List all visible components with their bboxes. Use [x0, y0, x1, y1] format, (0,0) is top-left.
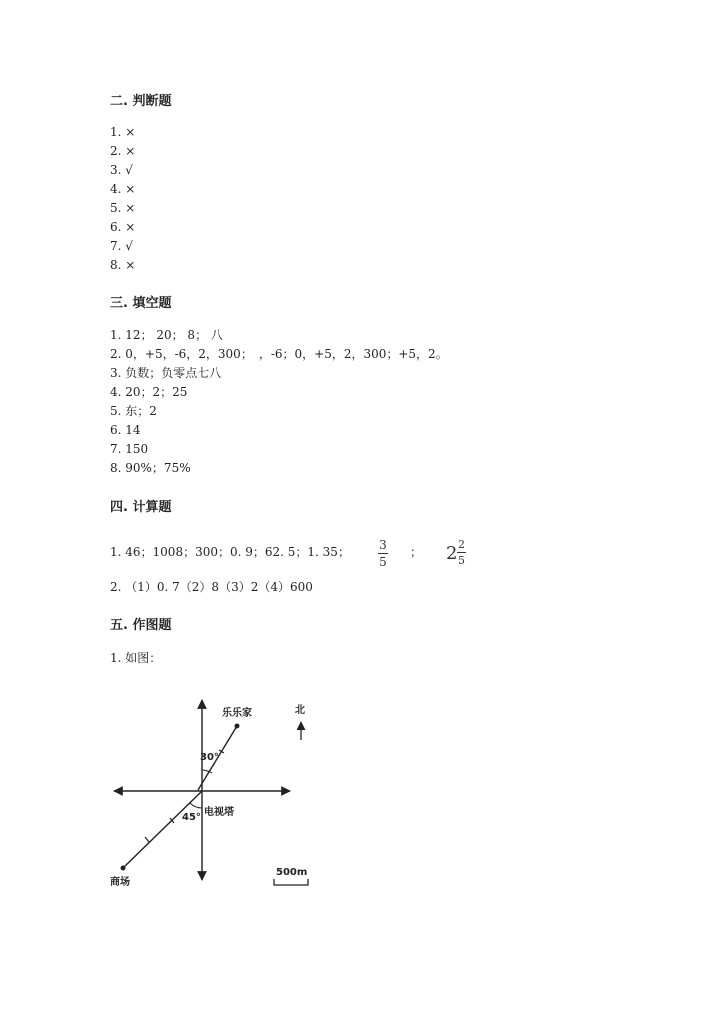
section-title-drawing: 五. 作图题: [110, 618, 172, 633]
answer-line: 4. ×: [110, 182, 136, 196]
answer-line: 3. √: [110, 163, 133, 177]
fraction-numerator: 3: [379, 538, 387, 552]
answer-line: 7. 150: [110, 442, 149, 456]
tick-mark: [145, 837, 149, 842]
answer-line: 2. ×: [110, 144, 136, 158]
angle-arc-45: [190, 803, 202, 808]
answer-line: 1. 如图：: [110, 651, 162, 665]
section-title-judgement: 二. 判断题: [110, 94, 172, 109]
section-title-fill-blank: 三. 填空题: [110, 296, 172, 311]
answer-line: 2. 0，+5，-6，2，300； ，-6；0，+5，2，300；+5，2。: [110, 347, 448, 361]
fraction-denominator: 5: [458, 554, 465, 567]
section-title-calculation: 四. 计算题: [110, 500, 172, 515]
answer-line: 3. 负数；负零点七八: [110, 366, 222, 380]
scale-bar: [274, 879, 308, 885]
answer-line: 8. 90%；75%: [110, 461, 191, 475]
fraction-denominator: 5: [379, 555, 387, 569]
answer-line: 5. 东；2: [110, 404, 157, 418]
home-label: 乐乐家: [222, 708, 252, 719]
answer-line: 4. 20；2；25: [110, 385, 188, 399]
answer-line: 2. （1）0. 7（2）8（3）2（4）600: [110, 580, 313, 594]
tower-label: 电视塔: [204, 807, 234, 818]
answer-line: 7. √: [110, 239, 133, 253]
answer-line: 8. ×: [110, 258, 136, 272]
fraction-numerator: 2: [458, 538, 465, 551]
north-label: 北: [295, 705, 305, 716]
answer-line: 6. 14: [110, 423, 141, 437]
route-to-mall: [123, 791, 202, 868]
separator: ；: [410, 545, 423, 559]
home-point: [235, 724, 240, 729]
answer-line: 6. ×: [110, 220, 136, 234]
angle-label-30: 30°: [200, 752, 219, 763]
mixed-number-whole: 2: [446, 543, 458, 564]
mall-point: [121, 866, 126, 871]
answer-line: 5. ×: [110, 201, 136, 215]
scale-label: 500m: [276, 867, 308, 878]
mall-label: 商场: [110, 877, 130, 888]
angle-label-45: 45°: [182, 812, 201, 823]
answer-line: 1. 46；1008；300；0. 9；62. 5；1. 35；: [110, 545, 350, 559]
answer-line: 1. 12； 20； 8； 八: [110, 328, 223, 342]
answer-line: 1. ×: [110, 125, 136, 139]
